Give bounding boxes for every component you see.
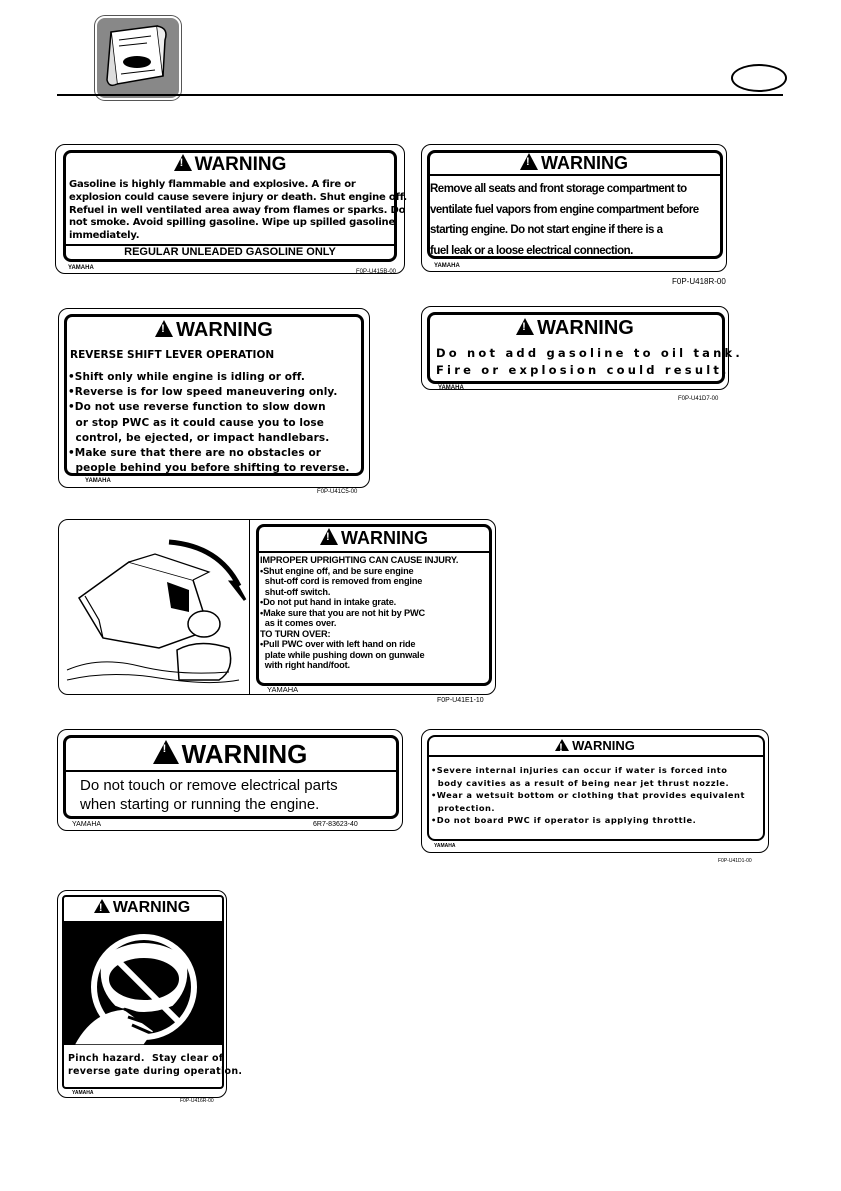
warning-title: WARNING bbox=[112, 899, 191, 916]
header-rule bbox=[57, 94, 783, 96]
warning-label-pinch-hazard bbox=[57, 890, 243, 1104]
warning-body: Do not touch or remove electrical parts when starting or running the engine. bbox=[80, 777, 338, 813]
warning-title: WARNING bbox=[541, 153, 628, 173]
brand-text: YAMAHA bbox=[72, 821, 102, 828]
part-code: F0P-U418R-00 bbox=[672, 277, 726, 286]
warning-body: Gasoline is highly flammable and explosive. A fire or explosion could cause severe injury or death. Shut engine off. Refuel in well ventilated area away from flames or sparks. Do not smoke. Avoid spilling gasoline. Wipe up spilled gasoline immediately. bbox=[69, 179, 407, 242]
warning-triangle-icon bbox=[155, 320, 173, 337]
part-code: F0P-U41C5-00 bbox=[317, 489, 358, 495]
brand-text: YAMAHA bbox=[434, 843, 456, 849]
warning-label-reverse-shift bbox=[58, 308, 370, 495]
warning-body: •Shift only while engine is idling or off. •Reverse is for low speed maneuvering only. •Do not use reverse function to slow down or stop PWC as it could cause you to lose control, be ejected, or impact handlebars. •Make sure that there are no obstacles or people behind you before shifting to reverse. bbox=[68, 371, 350, 475]
warning-label-internal-injuries bbox=[421, 729, 769, 864]
warning-label-uprighting bbox=[58, 519, 496, 704]
brand-text: YAMAHA bbox=[267, 685, 299, 694]
warning-body: Do not add gasoline to oil tank. Fire or explosion could result. bbox=[436, 346, 743, 377]
brand-text: YAMAHA bbox=[438, 385, 464, 391]
part-code: F0P-U415B-00 bbox=[356, 269, 397, 275]
warning-triangle-icon bbox=[516, 318, 534, 335]
part-code: 6R7-83623-40 bbox=[313, 821, 358, 828]
warning-triangle-icon bbox=[174, 154, 192, 171]
brand-text: YAMAHA bbox=[72, 1090, 94, 1096]
warning-triangle-icon bbox=[94, 899, 110, 913]
warning-heading: REVERSE SHIFT LEVER OPERATION bbox=[70, 349, 275, 361]
brand-text: YAMAHA bbox=[85, 478, 111, 484]
warning-title: WARNING bbox=[176, 319, 273, 341]
warning-title: WARNING bbox=[181, 739, 308, 769]
warning-triangle-icon bbox=[555, 739, 569, 751]
warning-triangle-icon bbox=[153, 740, 179, 764]
language-badge bbox=[731, 64, 787, 92]
brand-text: YAMAHA bbox=[434, 263, 460, 269]
warning-title: !WARNING bbox=[56, 154, 404, 176]
warning-triangle-icon bbox=[520, 153, 538, 170]
warning-label-vapors bbox=[421, 144, 727, 286]
part-code: F0P-U41D7-00 bbox=[678, 396, 719, 402]
warning-body: Pinch hazard. Stay clear of reverse gate during operation. bbox=[68, 1053, 243, 1077]
pinch-hazard-pictogram bbox=[64, 921, 222, 1045]
part-code: F0P-U41D1-00 bbox=[718, 858, 752, 864]
warning-label-electrical bbox=[57, 729, 403, 831]
manual-book-icon bbox=[95, 16, 181, 100]
warning-label-gasoline bbox=[55, 144, 405, 274]
warning-triangle-icon bbox=[320, 528, 338, 545]
fuel-type-footer: REGULAR UNLEADED GASOLINE ONLY bbox=[124, 246, 336, 258]
uprighting-illustration bbox=[59, 520, 250, 694]
warning-title: WARNING bbox=[537, 317, 634, 339]
warning-body: IMPROPER UPRIGHTING CAN CAUSE INJURY. •Shut engine off, and be sure engine shut-off cord is removed from engine shut-off switch. •Do not put hand in intake grate. •Make sure that you are not hit by PWC as it comes over. TO TURN OVER: •Pull PWC over with left hand on ride plate while pushing down on gunwale with right hand/foot. bbox=[260, 555, 459, 670]
warning-title: WARNING bbox=[572, 738, 635, 753]
part-code: F0P-U416R-00 bbox=[180, 1098, 214, 1104]
warning-title: WARNING bbox=[341, 528, 428, 548]
part-code: F0P-U41E1-10 bbox=[437, 697, 484, 704]
warning-body: Remove all seats and front storage compartment to ventilate fuel vapors from engine compartment before starting engine. Do not start engine if there is a fuel leak or a loose electrical connection. bbox=[430, 183, 699, 257]
warning-body: •Severe internal injuries can occur if water is forced into body cavities as a result of being near jet thrust nozzle. •Wear a wetsuit bottom or clothing that provides equivalent protection. •Do not board PWC if operator is applying throttle. bbox=[431, 765, 745, 826]
warning-label-oil-tank bbox=[421, 306, 743, 402]
brand-text: YAMAHA bbox=[68, 265, 94, 271]
